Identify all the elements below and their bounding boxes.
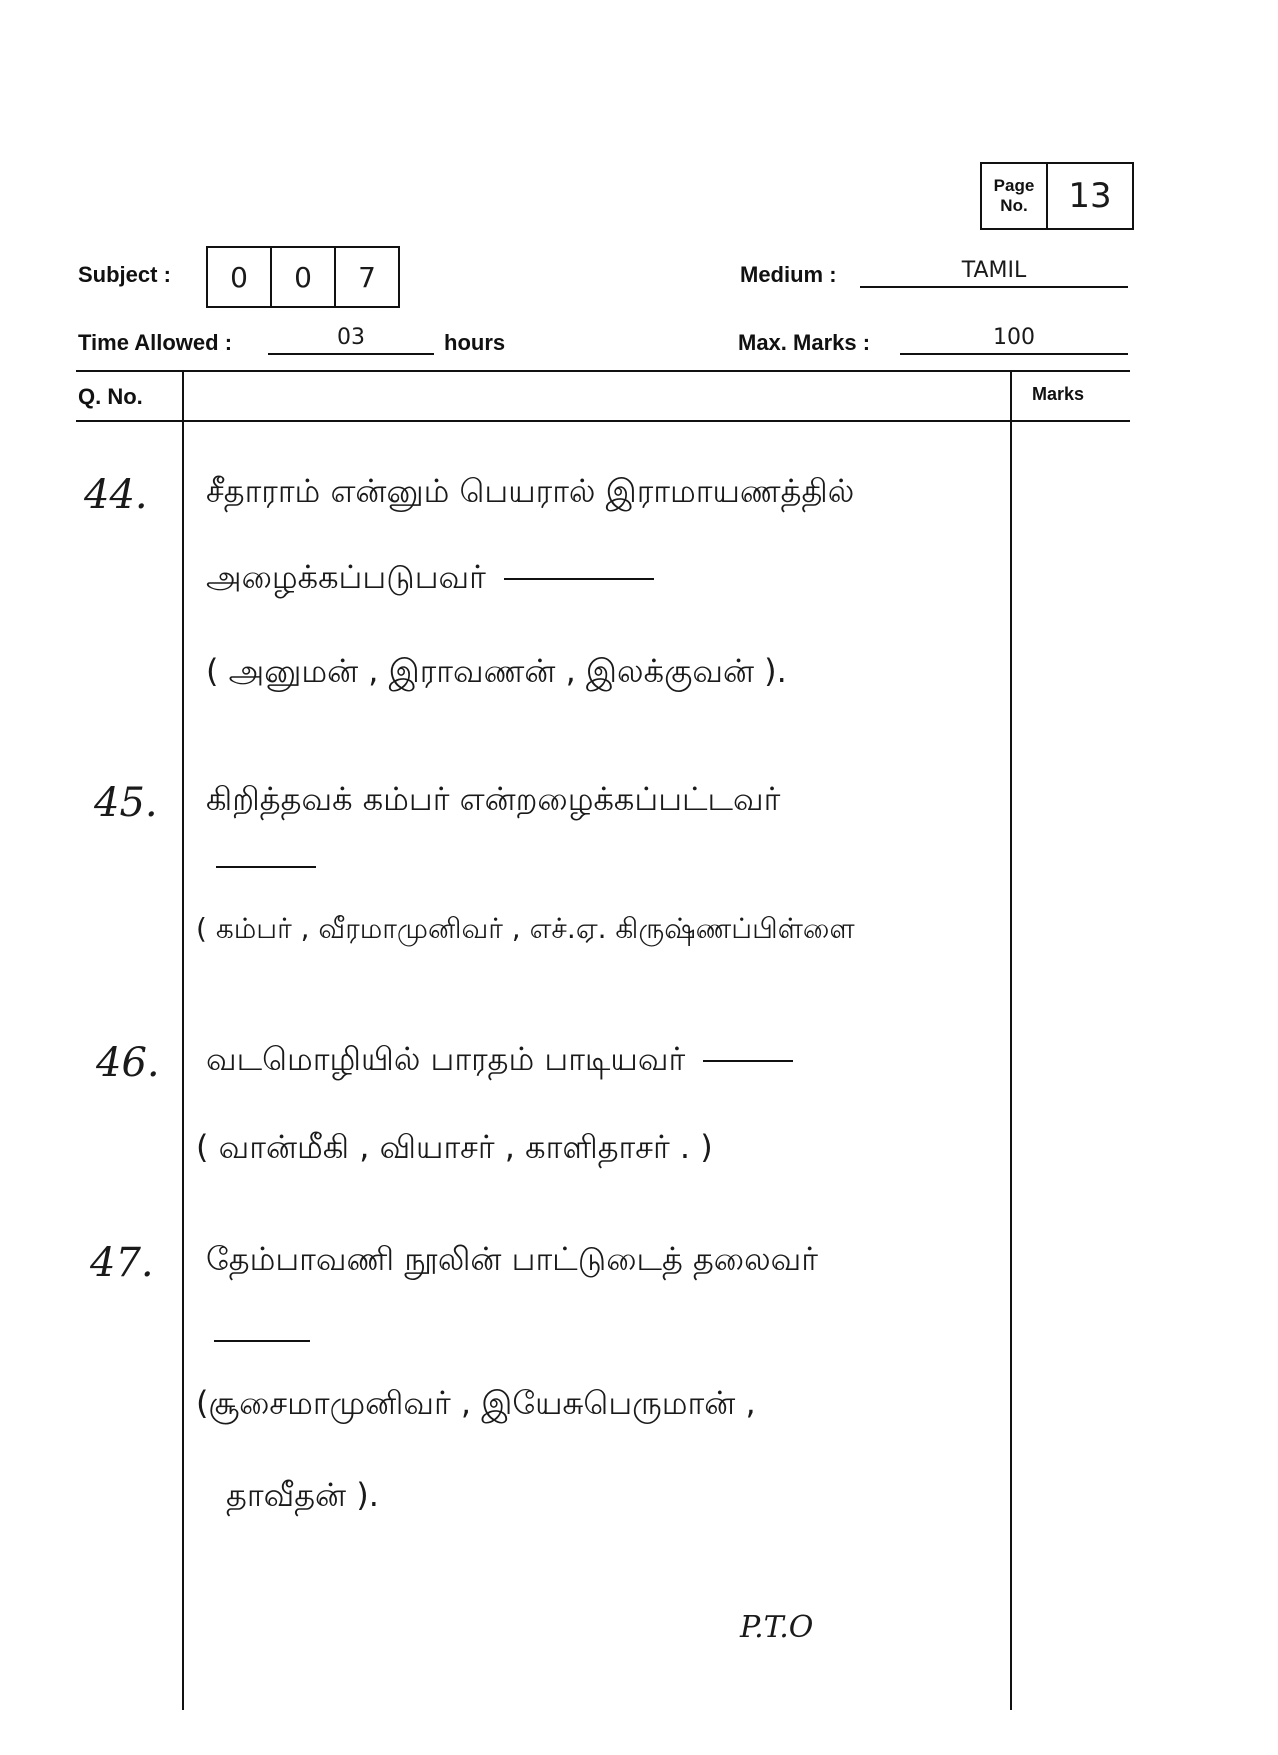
- subject-digit: 0: [272, 248, 336, 306]
- pto-note: P.T.O: [740, 1610, 814, 1645]
- answer-blank: [504, 578, 654, 580]
- subject-label: Subject :: [78, 262, 171, 287]
- answer-line: கிறித்தவக் கம்பர் என்றழைக்கப்பட்டவர்: [206, 780, 781, 818]
- answer-line: சீதாராம் என்னும் பெயரால் இராமாயணத்தில்: [206, 472, 855, 510]
- table-header-rule: [76, 420, 1130, 422]
- page-label-line2: No.: [1000, 196, 1028, 215]
- max-marks-value: 100: [900, 325, 1128, 355]
- answer-options: ( அனுமன் , இராவணன் , இலக்குவன் ).: [206, 652, 787, 690]
- question-number: 45.: [94, 780, 158, 826]
- table-top-rule: [76, 370, 1130, 372]
- medium-value: TAMIL: [860, 258, 1128, 288]
- answer-text: வடமொழியில் பாரதம் பாடியவர்: [206, 1040, 686, 1078]
- question-number: 47.: [90, 1240, 154, 1286]
- subject-digit: 7: [358, 260, 376, 294]
- answer-line: தேம்பாவணி நூலின் பாட்டுடைத் தலைவர்: [206, 1240, 818, 1278]
- marks-header: Marks: [1032, 384, 1085, 404]
- page-number-value: 13: [1068, 176, 1112, 216]
- answer-options: ( கம்பர் , வீரமாமுனிவர் , எச்.ஏ. கிருஷ்ணப்பிள்ளை: [196, 912, 855, 945]
- page-number-label: [982, 164, 1048, 228]
- answer-options: (சூசைமாமுனிவர் , இயேசுபெருமான் ,: [196, 1384, 756, 1422]
- page-number-box: [980, 162, 1134, 230]
- answer-options: தாவீதன் ).: [226, 1476, 379, 1514]
- answer-blank: [216, 866, 316, 868]
- answer-options: ( வான்மீகி , வியாசர் , காளிதாசர் . ): [196, 1128, 713, 1166]
- time-allowed-label: Time Allowed :: [78, 330, 233, 355]
- answer-line: [206, 558, 654, 600]
- qno-header: Q. No.: [78, 384, 143, 409]
- time-unit: hours: [444, 330, 506, 355]
- answer-blank: [703, 1060, 793, 1062]
- qno-column-rule: [182, 370, 184, 1710]
- max-marks-label: Max. Marks :: [738, 330, 871, 355]
- subject-digit: 0: [208, 248, 272, 306]
- medium-label: Medium :: [740, 262, 837, 287]
- page-label-line1: Page: [993, 176, 1035, 195]
- answer-blank: [214, 1340, 310, 1342]
- answer-line: [206, 1040, 793, 1082]
- answer-text: அழைக்கப்படுபவர்: [206, 558, 486, 596]
- question-number: 44.: [84, 472, 148, 518]
- subject-code-boxes: [206, 246, 400, 308]
- question-number: 46.: [96, 1040, 160, 1086]
- marks-column-rule: [1010, 370, 1012, 1710]
- time-allowed-value: 03: [268, 325, 434, 355]
